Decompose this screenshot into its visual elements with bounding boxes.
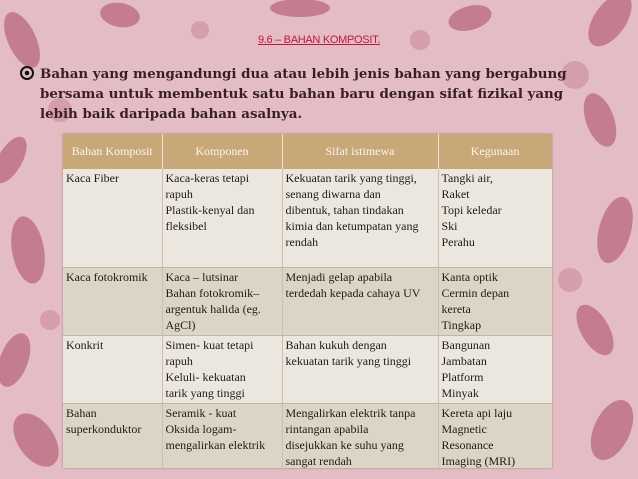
cell-line: Perahu (441, 235, 475, 249)
cell-kegunaan (438, 335, 552, 403)
cell-kegunaan (438, 169, 552, 267)
header-bahan-komposit: Bahan Komposit (63, 134, 162, 169)
cell-line: Cermin depan (441, 285, 510, 300)
cell-line: rintangan apabila (285, 421, 369, 436)
cell-komponen (162, 403, 282, 468)
table-row (63, 403, 552, 468)
cell-line: Bangunan (441, 337, 491, 352)
cell-line: tarik yang tinggi (165, 385, 245, 400)
cell-line: Plastik-kenyal dan (165, 203, 255, 217)
cell-line: Bahan kukuh dengan (285, 337, 387, 352)
header-komponen: Komponen (162, 134, 282, 169)
cell-line: Raket (441, 187, 470, 201)
cell-line: Magnetic (441, 421, 487, 436)
cell-bahan (63, 267, 162, 335)
cell-line: kimia dan ketumpatan yang (285, 219, 419, 233)
slide-title: 9.6 – BAHAN KOMPOSIT. (257, 34, 381, 46)
cell-line: senang diwarna dan (285, 187, 381, 201)
cell-line: kereta (441, 301, 471, 316)
cell-line: Platform (441, 369, 484, 384)
cell-kegunaan (438, 267, 552, 335)
cell-bahan (63, 403, 162, 468)
cell-line: Kereta api laju (441, 405, 513, 420)
cell-line: Kaca-keras tetapi (165, 171, 250, 185)
cell-line: rendah (285, 235, 319, 249)
cell-line: Ski (441, 219, 458, 233)
cell-komponen (162, 267, 282, 335)
cell-line: rapuh (165, 353, 193, 368)
cell-line: disejukkan ke suhu yang (285, 437, 404, 452)
cell-line: Bahan fotokromik– (165, 285, 260, 300)
cell-line: Kekuatan tarik yang tinggi, (285, 171, 417, 185)
header-kegunaan: Kegunaan (438, 134, 552, 169)
cell-sifat (282, 169, 438, 267)
cell-line: Resonance (441, 437, 494, 452)
cell-line: dibentuk, tahan tindakan (285, 203, 404, 217)
cell-kegunaan (438, 403, 552, 468)
bullet-text: Bahan yang mengandungi dua atau lebih jenis bahan yang bergabung bersama untuk membentuk satu bahan baru dengan sifat fizikal yang lebih baik daripada bahan asalnya. (40, 66, 567, 122)
table-header-row (63, 134, 552, 169)
cell-line: rapuh (165, 187, 193, 201)
cell-line: Seramik - kuat (165, 405, 237, 420)
cell-bahan (63, 335, 162, 403)
cell-line: argentuk halida (eg. (165, 301, 261, 316)
cell-line: Kaca Fiber (66, 171, 119, 185)
cell-line: sangat rendah (285, 453, 352, 468)
cell-line: Kaca – lutsinar (165, 269, 239, 284)
cell-line: Menjadi gelap apabila (285, 269, 393, 284)
table-row (63, 169, 552, 267)
table-row (63, 267, 552, 335)
cell-line: Imaging (MRI) (441, 453, 516, 468)
cell-line: fleksibel (165, 219, 207, 233)
cell-line: Tingkap (441, 317, 482, 332)
target-bullet-icon (20, 66, 34, 80)
cell-sifat (282, 267, 438, 335)
cell-komponen (162, 335, 282, 403)
cell-line: Bahan (66, 405, 97, 420)
cell-sifat (282, 403, 438, 468)
cell-line: Tangki air, (441, 171, 493, 185)
cell-line: Keluli- kekuatan (165, 369, 246, 384)
cell-line: Konkrit (66, 337, 104, 352)
cell-line: Topi keledar (441, 203, 502, 217)
cell-line: terdedah kepada cahaya UV (285, 285, 421, 300)
cell-line: Jambatan (441, 353, 487, 368)
bullet-point (20, 64, 580, 124)
composite-table (63, 134, 552, 468)
cell-line: superkonduktor (66, 421, 142, 436)
cell-line: kekuatan tarik yang tinggi (285, 353, 412, 368)
cell-bahan (63, 169, 162, 267)
header-sifat-istimewa: Sifat istimewa (282, 134, 438, 169)
cell-line: Mengalirkan elektrik tanpa (285, 405, 416, 420)
cell-line: Kanta optik (441, 269, 498, 284)
cell-line: mengalirkan elektrik (165, 437, 266, 452)
cell-line: Minyak (441, 385, 479, 400)
cell-line: Simen- kuat tetapi (165, 337, 254, 352)
cell-line: Kaca fotokromik (66, 269, 148, 284)
cell-sifat (282, 335, 438, 403)
cell-komponen (162, 169, 282, 267)
cell-line: AgCl) (165, 317, 196, 332)
cell-line: Oksida logam- (165, 421, 237, 436)
table-row (63, 335, 552, 403)
